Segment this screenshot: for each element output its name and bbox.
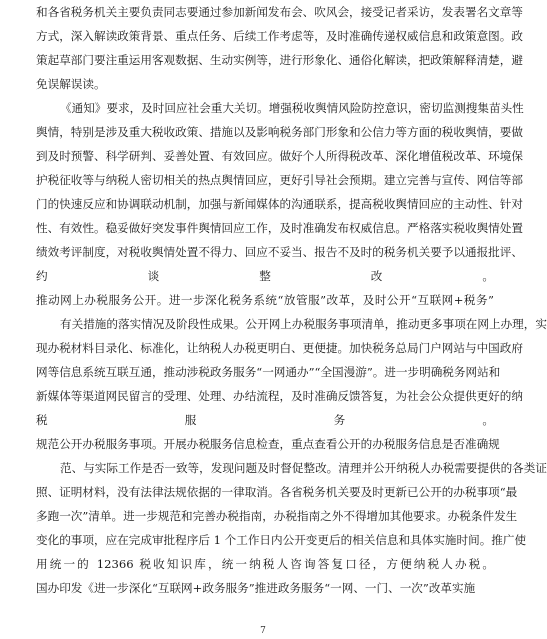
paragraph-line: 《通知》要求，及时回应社会重大关切。增强税收舆情风险防控意识，密切监测搜集苗头性 — [60, 101, 524, 115]
paragraph-line: 免误解误读。 — [36, 77, 106, 91]
paragraph-line: 门的快速反应和协调联动机制，加强与新闻媒体的沟通联系，提高税收舆情回应的主动性、针对 — [36, 197, 523, 211]
paragraph-line: 方式，深入解读政策背景、重点任务、后续工作考虑等，及时准确传递权威信息和政策意图。政 — [36, 29, 523, 43]
paragraph-line: 推动网上办税服务公开。进一步深化税务系统“放管服”改革，及时公开“互联网+税务” — [36, 293, 494, 307]
page-number: 7 — [260, 626, 266, 636]
paragraph-line: 舆情，特别是涉及重大税收政策、措施以及影响税务部门形象和公信力等方面的税收舆情，要做 — [36, 125, 523, 139]
paragraph-line: 现办税材料目录化、标准化，让纳税人办税更明白、更便捷。加快税务总局门户网站与中国政府 — [36, 341, 523, 355]
paragraph-line: 策起草部门要注重运用客观数据、生动实例等，进行形象化、通俗化解读，把政策解释清楚，避 — [36, 53, 523, 67]
paragraph-line: 约谈整改。 — [36, 269, 494, 283]
paragraph-line: 有关措施的落实情况及阶段性成果。公开网上办税服务事项清单，推动更多事项在网上办理，实 — [60, 317, 547, 331]
paragraph-line: 税服务。 — [36, 413, 494, 427]
paragraph-line: 新媒体等渠道网民留言的受理、处理、办结流程，及时准确反馈答复，为社会公众提供更好的纳 — [36, 389, 523, 403]
paragraph-line: 性、有效性。稳妥做好突发事件舆情回应工作，及时准确发布权威信息。严格落实税收舆情处置 — [36, 221, 523, 235]
paragraph-line: 规范公开办税服务事项。开展办税服务信息检查，重点查看公开的办税服务信息是否准确规 — [36, 437, 500, 451]
paragraph-line: 和各省税务机关主要负责同志要通过参加新闻发布会、吹风会，接受记者采访，发表署名文章等 — [36, 5, 523, 19]
paragraph-line: 变化的事项，应在完成审批程序后 1 个工作日内公开变更后的相关信息和具体实施时间。推广使 — [36, 533, 527, 547]
paragraph-line: 到及时预警、科学研判、妥善处置、有效回应。做好个人所得税改革、深化增值税改革、环境保 — [36, 149, 523, 163]
paragraph-line: 多跑一次”清单。进一步规范和完善办税指南，办税指南之外不得增加其他要求。办税条件发生 — [36, 509, 518, 523]
paragraph-line: 范、与实际工作是否一致等，发现问题及时督促整改。清理并公开纳税人办税需要提供的各类证 — [60, 461, 547, 475]
paragraph-line: 网等信息系统互联互通，推动涉税政务服务“一网通办”“全国漫游”。进一步明确税务网站和 — [36, 365, 501, 379]
paragraph-line: 绩效考评制度，对税收舆情处置不得力、回应不妥当、报告不及时的税务机关要予以通报批评、 — [36, 245, 523, 259]
paragraph-line: 照、证明材料，没有法律法规依据的一律取消。各省税务机关要及时更新已公开的办税事项“最 — [36, 485, 518, 499]
paragraph-line: 用统一的 12366 税收知识库，统一纳税人咨询答复口径，方便纳税人办税。 — [36, 557, 494, 571]
paragraph-line: 国办印发《进一步深化“互联网+政务服务”推进政务服务“一网、一门、一次”改革实施 — [36, 581, 476, 595]
paragraph-line: 护税征收等与纳税人密切相关的热点舆情回应，更好引导社会预期。建立完善与宣传、网信等部 — [36, 173, 523, 187]
